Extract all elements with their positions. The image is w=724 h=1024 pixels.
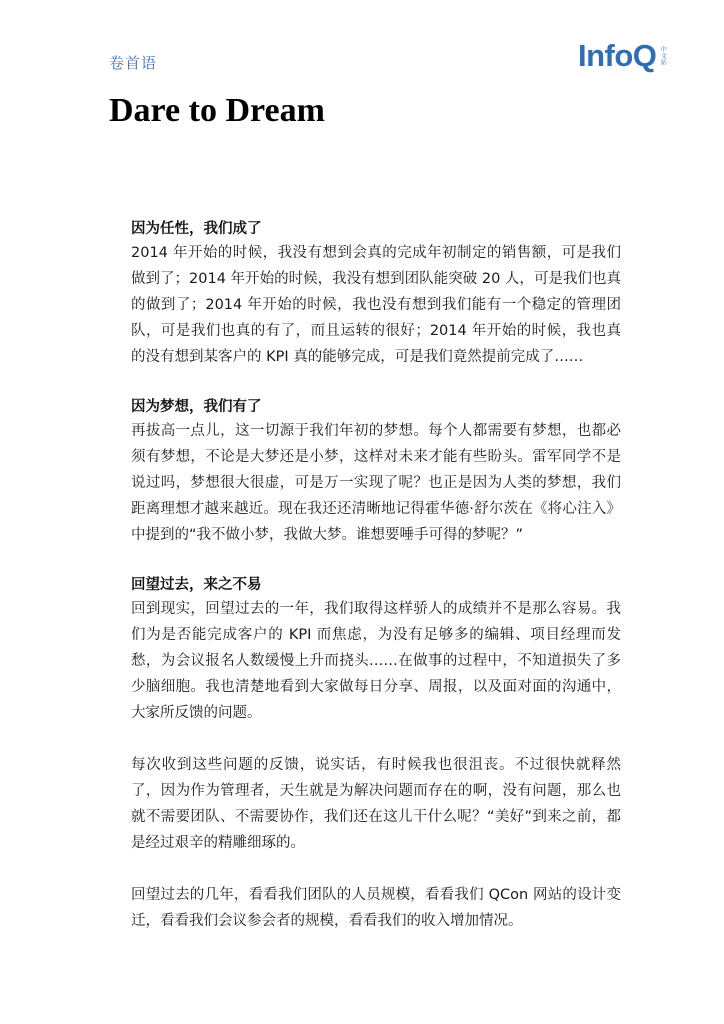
section-3-body: 回到现实，回望过去的一年，我们取得这样骄人的成绩并不是那么容易。我们为是否能完成客户的 KPI 而焦虑，为没有足够多的编辑、项目经理而发愁，为会议报名人数缓慢上升而挠头……在做事的过程中，不知道损失了多少脑细胞。我也清楚地看到大家做每日分享、周报，以及面对面的沟通中，大家所反馈的问题。	[131, 601, 621, 721]
logo-text: InfoQ	[578, 38, 657, 73]
section-2-body: 再拔高一点儿，这一切源于我们年初的梦想。每个人都需要有梦想，也都必须有梦想，不论是大梦还是小梦，这样对未来才能有些盼头。雷军同学不是说过吗，梦想很大很虚，可是万一实现了呢？也正是因为人类的梦想，我们距离理想才越来越近。现在我还还清晰地记得霍华德·舒尔茨在《将心注入》中提到的“我不做小梦，我做大梦。谁想要唾手可得的梦呢？”	[131, 423, 621, 543]
section-2	[131, 396, 621, 548]
paragraph-4	[131, 752, 621, 856]
article-content	[131, 218, 621, 960]
paragraph-4-body: 每次收到这些问题的反馈，说实话，有时候我也很沮丧。不过很快就释然了，因为作为管理者，天生就是为解决问题而存在的啊，没有问题，那么也就不需要团队、不需要协作，我们还在这儿干什么呢？“美好”到来之前，都是经过艰辛的精雕细琢的。	[131, 757, 621, 851]
page-title: Dare to Dream	[109, 92, 325, 129]
section-3	[131, 574, 621, 726]
section-1	[131, 218, 621, 370]
section-1-heading: 因为任性，我们成了	[131, 221, 262, 237]
section-2-heading: 因为梦想，我们有了	[131, 399, 262, 415]
logo-subtext: 中文站	[659, 46, 666, 66]
section-3-heading: 回望过去，来之不易	[131, 577, 262, 593]
section-label: 卷首语	[109, 54, 158, 72]
section-1-body: 2014 年开始的时候，我没有想到会真的完成年初制定的销售额，可是我们做到了；2014 年开始的时候，我没有想到团队能突破 20 人，可是我们也真的做到了；2014 年开始的时候，我也没有想到我们能有一个稳定的管理团队，可是我们也真的有了，而且运转的很好；2014 年开始的时候，我也真的没有想到某客户的 KPI 真的能够完成，可是我们竟然提前完成了……	[131, 245, 621, 365]
paragraph-5-body: 回望过去的几年，看看我们团队的人员规模，看看我们 QCon 网站的设计变迁，看看我们会议参会者的规模，看看我们的收入增加情况。	[131, 887, 621, 929]
infoq-logo	[578, 36, 667, 76]
paragraph-5	[131, 882, 621, 934]
